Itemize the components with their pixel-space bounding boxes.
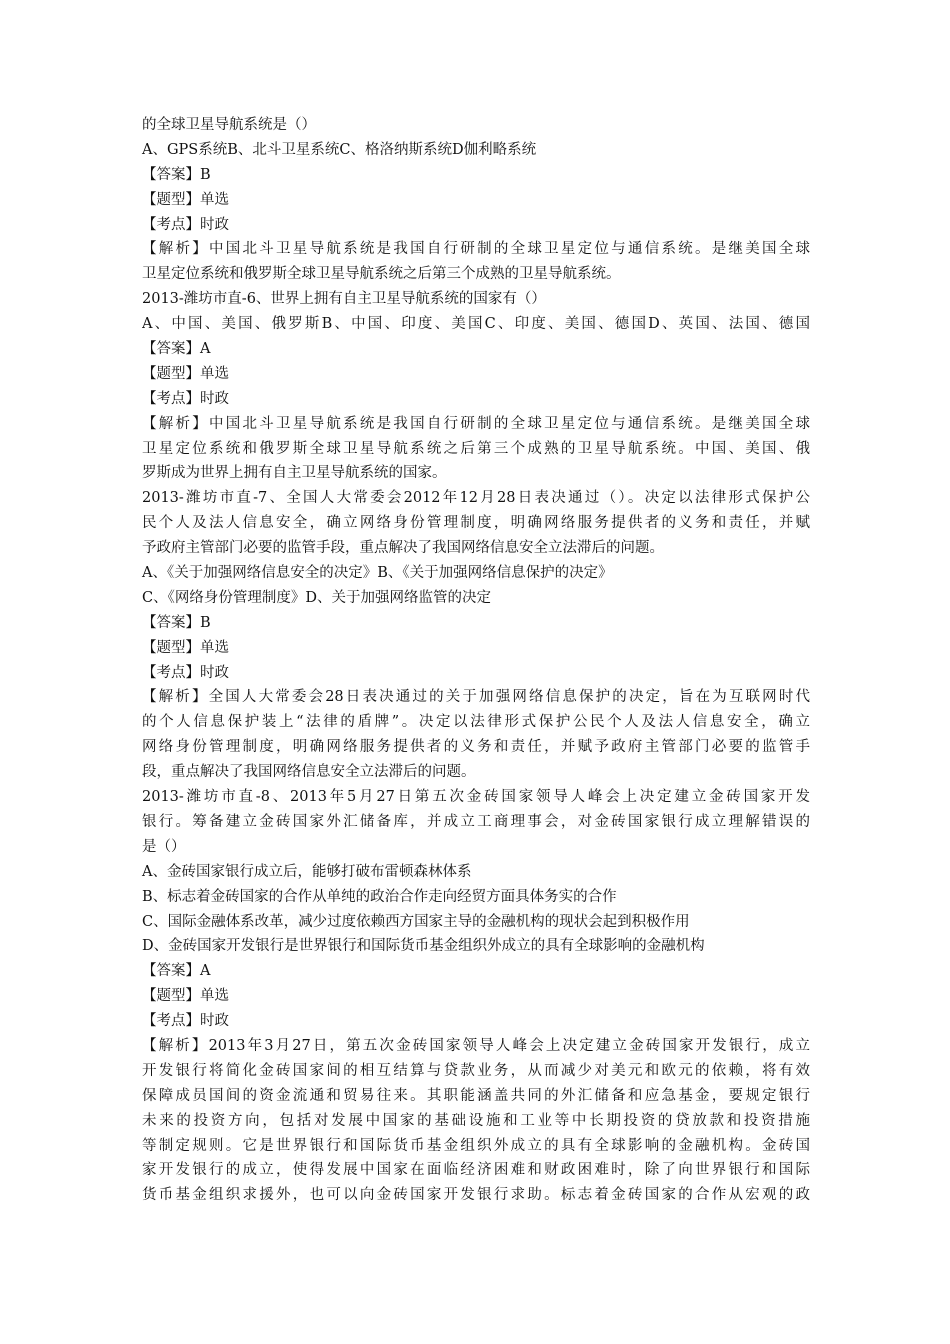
text-line: C、国际金融体系改革，减少过度依赖西方国家主导的金融机构的现状会起到积极作用 bbox=[142, 913, 690, 930]
text-line: 未来的投资方向，包括对发展中国家的基础设施和工业等中长期投资的贷放款和投资措施 bbox=[142, 1112, 810, 1129]
text-line: 的全球卫星导航系统是（） bbox=[142, 117, 316, 133]
text-line: 网络身份管理制度，明确网络服务提供者的义务和责任，并赋予政府主管部门必要的监管手 bbox=[142, 739, 810, 756]
text-line: 民个人及法人信息安全，确立网络身份管理制度，明确网络服务提供者的义务和责任，并赋 bbox=[142, 515, 810, 532]
text-line: 【考点】时政 bbox=[142, 390, 229, 407]
text-line: 【题型】单选 bbox=[142, 639, 229, 656]
text-line: 【考点】时政 bbox=[142, 664, 229, 681]
text-line: A、《关于加强网络信息安全的决定》B、《关于加强网络信息保护的决定》 bbox=[142, 565, 613, 582]
text-line: 保障成员国间的资金流通和贸易往来。其职能涵盖共同的外汇储备和应急基金，要规定银行 bbox=[142, 1087, 810, 1104]
text-line: 【解析】中国北斗卫星导航系统是我国自行研制的全球卫星定位与通信系统。是继美国全球 bbox=[142, 241, 810, 258]
text-line: D、金砖国家开发银行是世界银行和国际货币基金组织外成立的具有全球影响的金融机构 bbox=[142, 938, 705, 955]
text-line: 银行。筹备建立金砖国家外汇储备库，并成立工商理事会，对金砖国家银行成立理解错误的 bbox=[142, 813, 810, 830]
text-line: A、GPS系统B、北斗卫星系统C、格洛纳斯系统D伽利略系统 bbox=[142, 141, 537, 158]
text-line: 予政府主管部门必要的监管手段，重点解决了我国网络信息安全立法滞后的问题。 bbox=[142, 540, 664, 557]
text-line: 【题型】单选 bbox=[142, 365, 229, 382]
text-line: 【题型】单选 bbox=[142, 988, 229, 1005]
text-line: 2013-潍坊市直-8、2013年5月27日第五次金砖国家领导人峰会上决定建立金砖国家开发 bbox=[142, 789, 810, 806]
text-line: 【解析】2013年3月27日，第五次金砖国家领导人峰会上决定建立金砖国家开发银行，成立 bbox=[142, 1037, 810, 1054]
text-line: 【答案】A bbox=[142, 963, 211, 980]
text-line: 卫星定位系统和俄罗斯全球卫星导航系统之后第三个成熟的卫星导航系统。 bbox=[142, 266, 621, 283]
text-line: 开发银行将简化金砖国家间的相互结算与贷款业务，从而减少对美元和欧元的依赖，将有效 bbox=[142, 1062, 810, 1079]
text-line: A、中国、美国、俄罗斯B、中国、印度、美国C、印度、美国、德国D、英国、法国、德国 bbox=[142, 316, 810, 333]
text-line: 的个人信息保护装上“法律的盾牌”。决定以法律形式保护公民个人及法人信息安全，确立 bbox=[142, 714, 810, 731]
text-line: C、《网络身份管理制度》D、关于加强网络监管的决定 bbox=[142, 589, 491, 606]
text-line: 货币基金组织求援外，也可以向金砖国家开发银行求助。标志着金砖国家的合作从宏观的政 bbox=[142, 1187, 810, 1204]
text-line: 2013-潍坊市直-7、全国人大常委会2012年12月28日表决通过（）。决定以法律形式保护公 bbox=[142, 490, 810, 507]
text-line: 家开发银行的成立，使得发展中国家在面临经济困难和财政困难时，除了向世界银行和国际 bbox=[142, 1162, 810, 1179]
text-line: 罗斯成为世界上拥有自主卫星导航系统的国家。 bbox=[142, 465, 447, 482]
text-line: A、金砖国家银行成立后，能够打破布雷顿森林体系 bbox=[142, 863, 472, 880]
text-line: 是（） bbox=[142, 838, 186, 855]
text-line: 等制定规则。它是世界银行和国际货币基金组织外成立的具有全球影响的金融机构。金砖国 bbox=[142, 1137, 810, 1154]
text-line: 2013-潍坊市直-6、世界上拥有自主卫星导航系统的国家有（） bbox=[142, 291, 546, 308]
document-page bbox=[142, 113, 810, 1208]
text-line: 【答案】B bbox=[142, 614, 211, 631]
text-line: 【考点】时政 bbox=[142, 1013, 229, 1030]
text-line: 【解析】全国人大常委会28日表决通过的关于加强网络信息保护的决定，旨在为互联网时代 bbox=[142, 689, 810, 706]
text-line: B、标志着金砖国家的合作从单纯的政治合作走向经贸方面具体务实的合作 bbox=[142, 888, 617, 905]
text-line: 【解析】中国北斗卫星导航系统是我国自行研制的全球卫星定位与通信系统。是继美国全球 bbox=[142, 415, 810, 432]
text-line: 【答案】B bbox=[142, 166, 211, 183]
text-line: 段，重点解决了我国网络信息安全立法滞后的问题。 bbox=[142, 764, 476, 781]
text-line: 【答案】A bbox=[142, 341, 211, 358]
text-line: 【考点】时政 bbox=[142, 216, 229, 233]
text-line: 【题型】单选 bbox=[142, 191, 229, 208]
text-line: 卫星定位系统和俄罗斯全球卫星导航系统之后第三个成熟的卫星导航系统。中国、美国、俄 bbox=[142, 440, 810, 457]
